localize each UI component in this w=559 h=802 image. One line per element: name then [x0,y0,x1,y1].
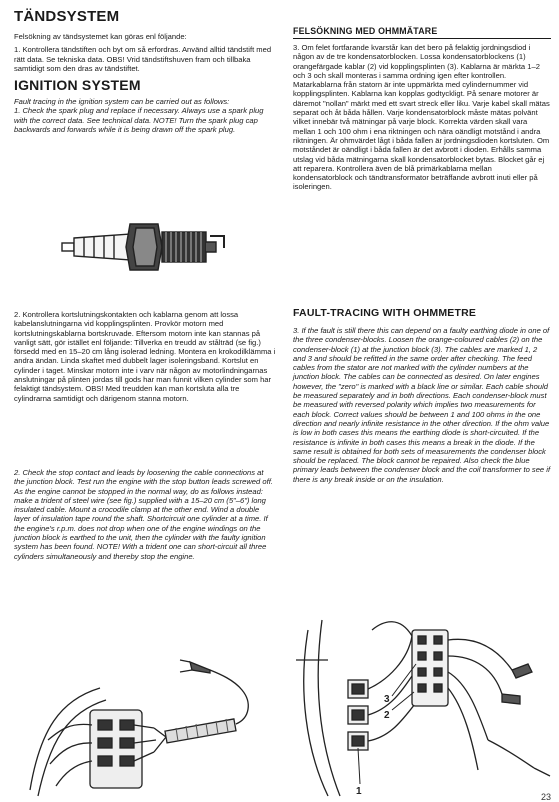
junction-block-trident-illustration [20,640,285,800]
intro-swedish: Felsökning av tändsystemet kan göras enl följande: [14,32,187,41]
left-column-lower [14,310,276,403]
title-ohmmeter-swedish: FELSÖKNING MED OHMMÄTARE [293,26,438,36]
left-column-english-step2 [14,468,276,561]
step2-swedish: 2. Kontrollera kortslutningskontakten och kablarna genom att lossa kabelanslutningarna vid kopplingsplinten. Provkör motorn med kortslutningskablarna bortskruvade. Eftersom motorn inte kan stannas på vanligt sätt, gör istället enl följande: Tillverka en treudd av stålträd (se fig.) försedd med en 15–20 cm lång isolerad ledning. Montera en krokodilklämma i andra ändan. Linda skaftet med dubbelt lager isoleringsband. Kortslut en cylinder i taget. Minskar motorn inte i varv när någon av motorlindningarnas anslutningar på plinten jordas till gods har man funnit vilken cylinder som har felaktigt tändsystem. OBS! Med treudden kan man kortsluta alla tre cylindrarna samtidigt och därigenom stanna motorn. [14,310,276,403]
title-english: IGNITION SYSTEM [14,77,141,94]
callout-1: 1 [356,786,362,797]
callout-2: 2 [384,710,390,721]
step3-english: 3. If the fault is still there this can depend on a faulty earthing diode in one of the three condenser-blocks. Loosen the orange-coloured cables (2) on the condenser-block (1) at the junction block (3). The cables are marked 1, 2 and 3 and should be refitted in the same order after checking. The feed cables from the stator are not marked with the cylinder numbers at the junction block. The cables can be connected as desired. On later engines however, the "zero" is marked with a black line or similar. Each cable should be measured separately and in both directions. Each condenser-block must be measured with reversed polarity which implies two measurements for each block. Correct values should be between 1 and 100 ohms in the one direction and nearly infinite resistance in the other direction. If the ohm value is low in both cases this means the earthing diode is short-circuited. If the resistance is infinite in both cases this means a break in the diode. If the same result is obtained for both sets of measurements the condenser block should be replaced. The block cannot be repaired. Also check the blue primary leads between the condenser block and the coil transformer to see if there is any break inside or on the insulation. [293,326,551,484]
title-divider [293,38,551,39]
right-column-english [293,307,551,484]
condenser-block-illustration [288,600,558,800]
page-number: 23 [540,792,551,802]
step2-english: 2. Check the stop contact and leads by loosening the cable connections at the junction block. Test run the engine with the stop button leads screwed off. As the engine cannot be stopped in the normal way, do as follows instead: make a trident of steel wire (see fig.) supplied with a 15–20 cm (5"–6") long insulated cable. Mount a crocodile clamp at the other end. Wind a double layer of insulation tape round the shaft. Shortcircuit one cylinder at a time. If the engine's r.p.m. does not drop when one of the engine windings on the junction block is earthed to the unit, then the cylinder with the faulty ignition system has been found. NOTE! With a trident one can short-circuit all three cylinders simultaneously and thereby stop the engine. [14,468,273,561]
step3-swedish: 3. Om felet fortfarande kvarstår kan det bero på felaktig jordningsdiod i någon av de tre kondensatorblocken. Lossa kondensatorblockens (1) orangefärgade kablar (2) vid kopplingsplinten (3). Kablarna är märkta 1–2 och 3 och skall monteras i samma ordning igen efter kontrollen. Matarkablarna från statorn är inte uppmärkta med cylindernummer vid kopplingsplinten. Kablarna kan kopplas godtyckligt. På senare motorer är däremot "nollan" märkt med ett svart streck eller liku. Varje kabel skall mätas separat och åt båda hållen. Varje kondensatorblock måste mätas polvänt vilket innebär två mätningar på varje block. Korrekta värden skall vara mellan 1 och 100 ohm i ena riktningen och nära oändligt motstånd i andra riktningen. Är ohmvärdet lågt i båda fallen är jordningsdioden kortsluten. Om motståndet är oändligt i båda fallen är det avbrott i dioden. Erhålls samma utslag vid båda mätningarna skall kondensatorblocket bytas. Blocket går ej att reparera. Kontrollera även de blå primärkablarna mellan kondensatorblock och tändtransformator beträffande avbrott inuti eller på isoleringen. [293,43,550,192]
title-ohmmeter-english: FAULT-TRACING WITH OHMMETRE [293,307,477,319]
step1-english: 1. Check the spark plug and replace if necessary. Always use a spark plug with the correct data. See technical data. NOTE! Turn the spark plug cap backwards and forwards while it is being drawn off the spark plug. [14,106,264,135]
right-column [293,26,551,192]
spark-plug-illustration [60,188,230,306]
title-swedish: TÄNDSYSTEM [14,8,120,25]
intro-english: Fault tracing in the ignition system can be carried out as follows: [14,97,230,107]
left-column [14,8,276,134]
callout-3: 3 [384,694,390,705]
step1-swedish: 1. Kontrollera tändstiften och byt om så erfordras. Använd alltid tändstift med rätt data. Se tekniska data. OBS! Vrid tändstiftshuven fram och tillbaka samtidigt som den dras av tändstiftet. [14,45,272,73]
